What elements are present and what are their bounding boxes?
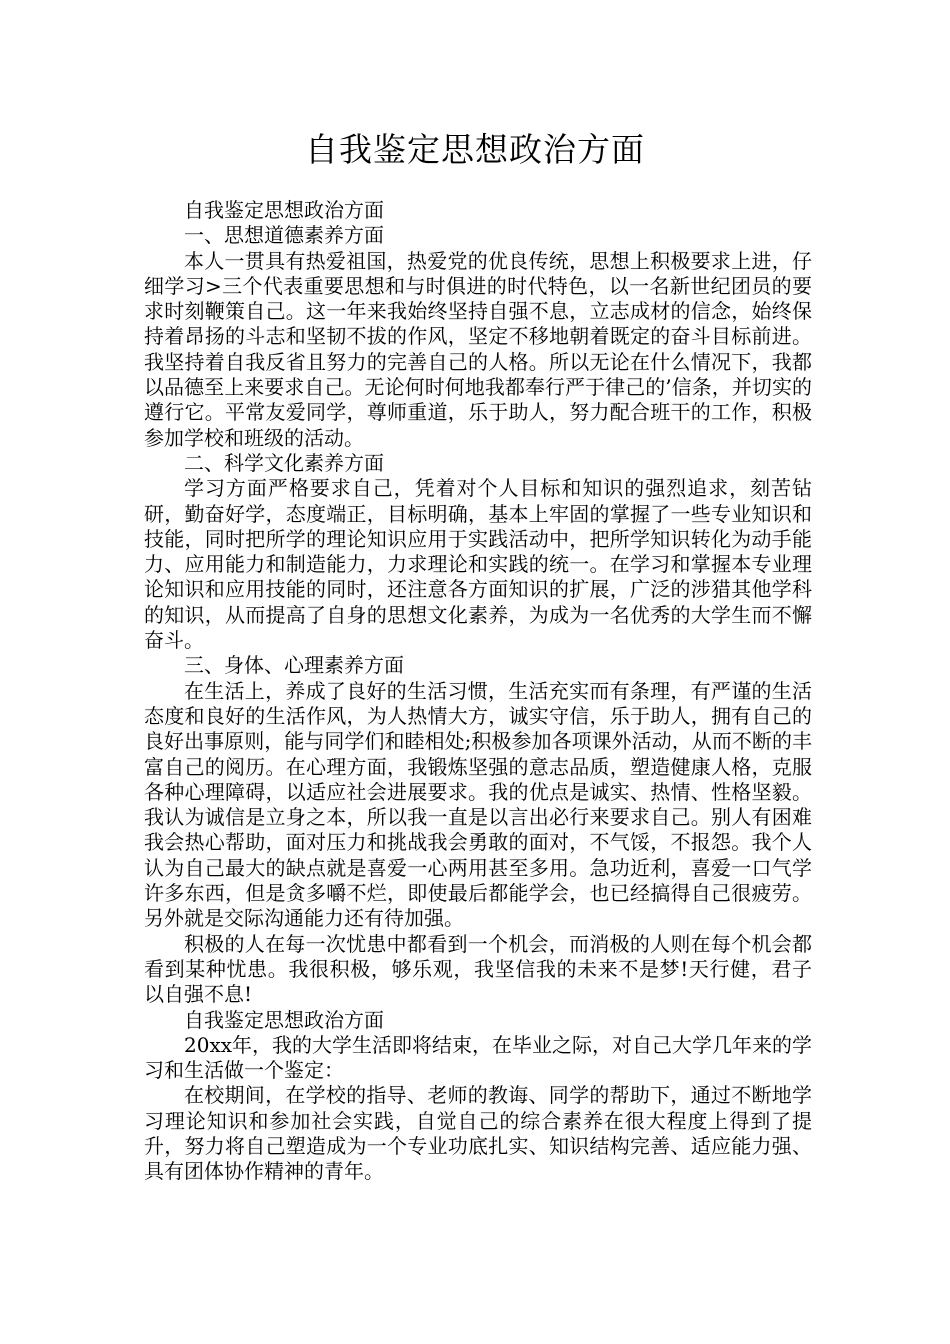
document-title: 自我鉴定思想政治方面 [305, 130, 645, 169]
paragraph-moral: 本人一贯具有热爱祖国，热爱党的优良传统，思想上积极要求上进，仔细学习>三个代表重要思想和与时俱进的时代特色，以一名新世纪团员的要求时刻鞭策自己。这一年来我始终坚持自强不息，立志成材的信念，始终保持着昂扬的斗志和坚韧不拔的作风，坚定不移地朝着既定的奋斗目标前进。我坚持着自我反省且努力的完善自己的人格。所以无论在什么情况下，我都以品德至上来要求自己。无论何时何地我都奉行严于律己的’信条，并切实的遵行它。平常友爱同学，尊师重道，乐于助人，努力配合班干的工作，积极参加学校和班级的活动。 [144, 248, 812, 450]
paragraph-school: 在校期间，在学校的指导、老师的教诲、同学的帮助下，通过不断地学习理论知识和参加社会实践，自觉自己的综合素养在很大程度上得到了提升，努力将自己塑造成为一个专业功底扎实、知识结构完善、适应能力强、具有团体协作精神的青年。 [144, 1083, 812, 1184]
paragraph-subtitle-2: 自我鉴定思想政治方面 [184, 1007, 384, 1032]
paragraph-intro: 20xx年，我的大学生活即将结束，在毕业之际，对自己大学几年来的学习和生活做一个鉴定： [144, 1032, 813, 1083]
section-heading-body-mind: 三、身体、心理素养方面 [184, 653, 404, 678]
section-heading-moral: 一、思想道德素养方面 [184, 223, 384, 248]
section-heading-culture: 二、科学文化素养方面 [184, 450, 384, 475]
paragraph-body-mind: 在生活上，养成了良好的生活习惯，生活充实而有条理，有严谨的生活态度和良好的生活作风，为人热情大方，诚实守信，乐于助人，拥有自己的良好出事原则，能与同学们和睦相处;积极参加各项课外活动，从而不断的丰富自己的阅历。在心理方面，我锻炼坚强的意志品质，塑造健康人格，克服各种心理障碍，以适应社会进展要求。我的优点是诚实、热情、性格坚毅。我认为诚信是立身之本，所以我一直是以言出必行来要求自己。别人有困难我会热心帮助，面对压力和挑战我会勇敢的面对，不气馁，不报怨。我个人认为自己最大的缺点就是喜爱一心两用甚至多用。急功近利，喜爱一口气学许多东西，但是贪多嚼不烂，即使最后都能学会，也已经搞得自己很疲劳。另外就是交际沟通能力还有待加强。 [144, 678, 812, 931]
paragraph-subtitle: 自我鉴定思想政治方面 [184, 198, 384, 222]
paragraph-positive: 积极的人在每一次忧患中都看到一个机会，而消极的人则在每个机会都看到某种忧患。我很积极，够乐观，我坚信我的未来不是梦!天行健，君子以自强不息! [144, 931, 812, 1007]
document-body [144, 198, 812, 1185]
paragraph-culture: 学习方面严格要求自己，凭着对个人目标和知识的强烈追求，刻苦钻研，勤奋好学，态度端正，目标明确，基本上牢固的掌握了一些专业知识和技能，同时把所学的理论知识应用于实践活动中，把所学知识转化为动手能力、应用能力和制造能力，力求理论和实践的统一。在学习和掌握本专业理论知识和应用技能的同时，还注意各方面知识的扩展，广泛的涉猎其他学科的知识，从而提高了自身的思想文化素养，为成为一名优秀的大学生而不懈奋斗。 [144, 476, 812, 653]
